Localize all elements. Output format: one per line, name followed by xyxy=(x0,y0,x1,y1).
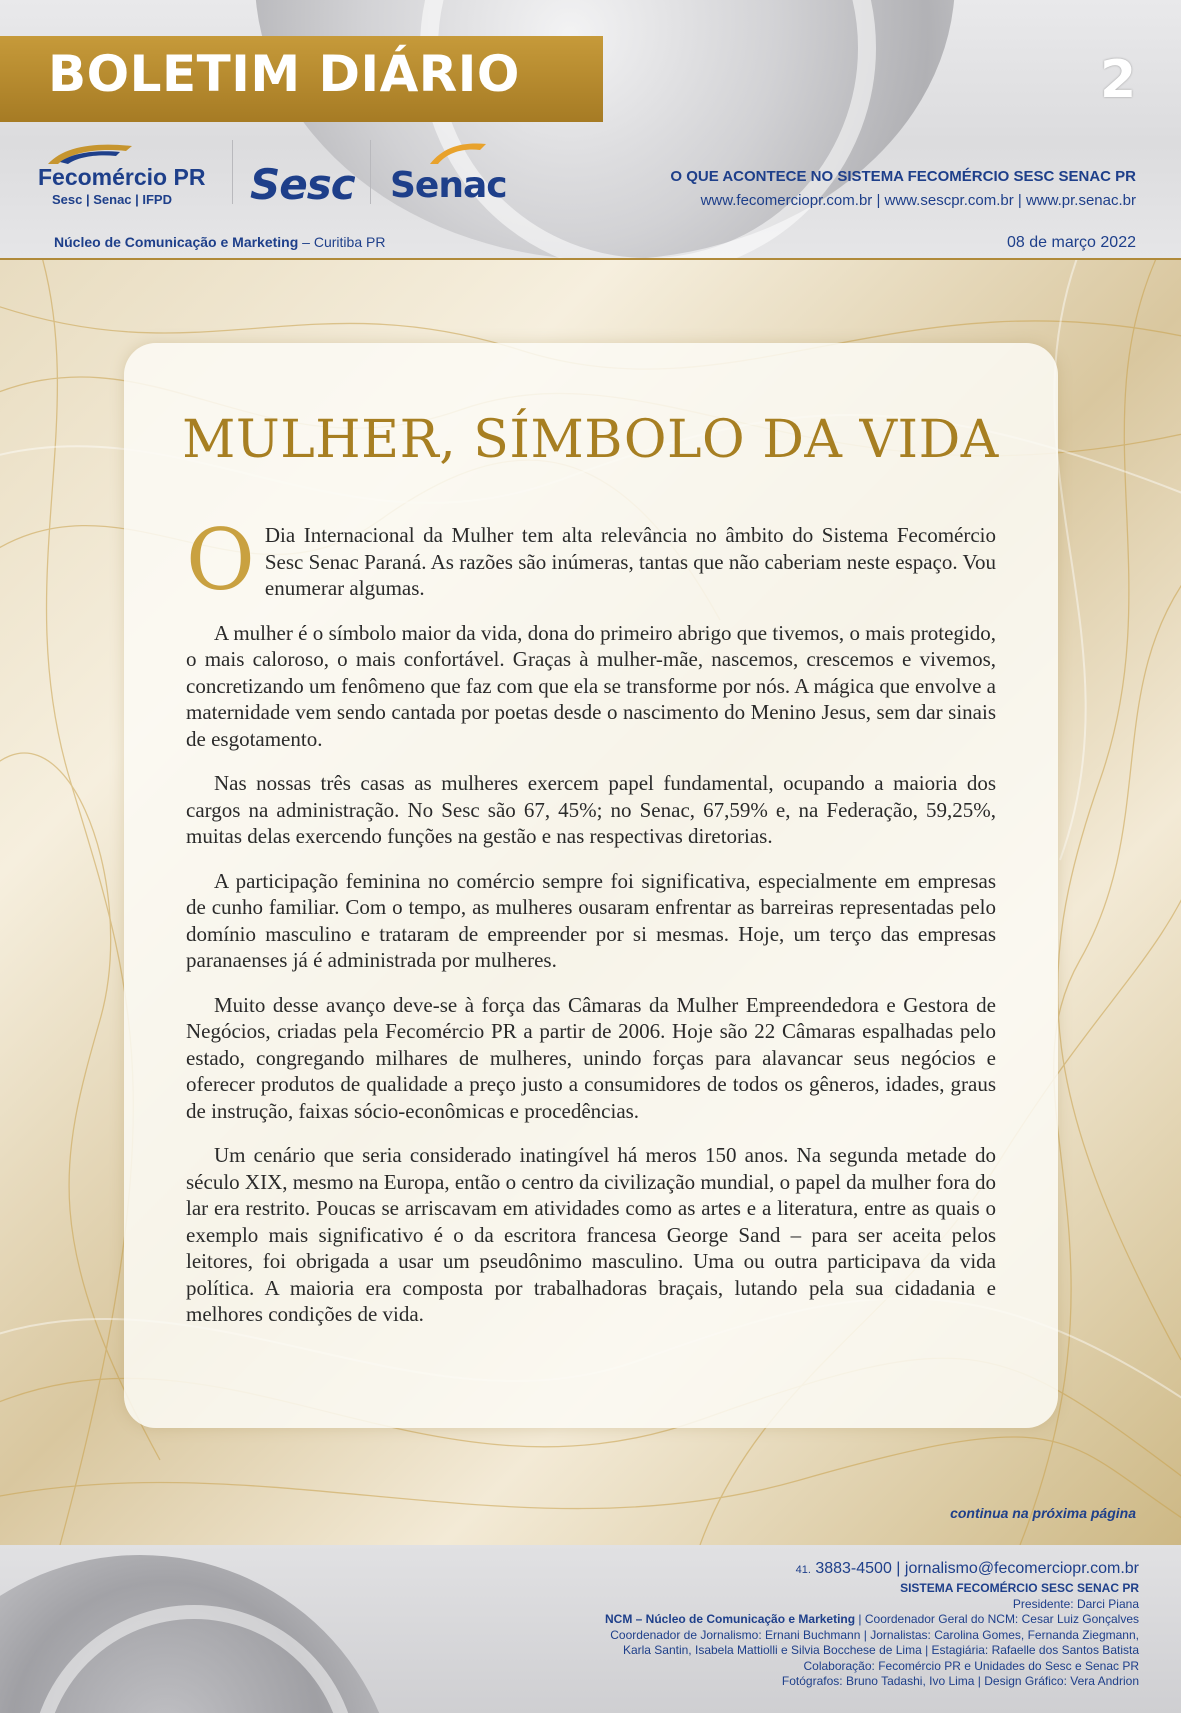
article-paragraph: A mulher é o símbolo maior da vida, dona do primeiro abrigo que tivemos, o mais protegido, o mais caloroso, o mais confortável. Graças à mulher-mãe, nascemos, crescemos e vivemos, concretizando um fenômeno que faz com que ela se transforme por nós. A mágica que envolve a maternidade vem sendo cantada por poetas desde o nascimento do Menino Jesus, sem dar sinais de esgotamento. xyxy=(186,620,996,751)
department-name: Núcleo de Comunicação e Marketing xyxy=(54,234,299,250)
footer-credits xyxy=(605,1558,1139,1690)
fecomercio-wing-icon xyxy=(46,142,134,166)
tagline: O QUE ACONTECE NO SISTEMA FECOMÉRCIO SESC SENAC PR xyxy=(670,168,1136,185)
credits-line: Karla Santin, Isabela Mattiolli e Silvia Bocchese de Lima | Estagiária: Rafaelle dos Santos Batista xyxy=(622,1643,1139,1657)
ncm-line xyxy=(605,1612,1139,1628)
article-paragraph: A participação feminina no comércio sempre foi significativa, especialmente em empresas de cunho familiar. Com o tempo, as mulheres ousaram enfrentar as barreiras representadas pelo domínio masculino e trataram de empreender por si mesmas. Hoje, um terço das empresas paranaenses já é administrada por mulheres. xyxy=(186,868,996,972)
senac-mark-icon xyxy=(428,140,488,166)
article-paragraph: Muito desse avanço deve-se à força das Câmaras da Mulher Empreendedora e Gestora de Negócios, criadas pela Fecomércio PR a partir de 2006. Hoje são 22 Câmaras espalhadas pelo estado, congregando milhares de mulheres, unindo forças para alavancar seus negócios e oferecer produtos de qualidade a preço justo a consumidores de todos os gêneros, idades, graus de instrução, faixas sócio-econômicas e procedências. xyxy=(186,992,996,1123)
credits-line: Coordenador de Jornalismo: Ernani Buchmann | Jornalistas: Carolina Gomes, Fernanda Ziegmann, xyxy=(610,1627,1139,1642)
area-code: 41. xyxy=(795,1564,811,1576)
header xyxy=(0,0,1181,260)
ncm-name: NCM – Núcleo de Comunicação e Marketing xyxy=(605,1612,856,1626)
article-paragraph: Nas nossas três casas as mulheres exercem papel fundamental, ocupando a maioria dos cargos na administração. No Sesc são 67, 45%; no Senac, 67,59% e, na Federação, 59,25%, muitas delas exercendo funções na gestão e nas respectivas diretorias. xyxy=(186,771,996,848)
sesc-logo: Sesc xyxy=(250,160,355,209)
logo-divider xyxy=(232,140,233,204)
system-name: SISTEMA FECOMÉRCIO SESC SENAC PR xyxy=(900,1581,1139,1595)
fecomercio-logo xyxy=(38,142,218,210)
website-links: www.fecomerciopr.com.br | www.sescpr.com.br | www.pr.senac.br xyxy=(700,192,1136,209)
phone-email: 3883-4500 | jornalismo@fecomerciopr.com.br xyxy=(810,1560,1139,1577)
issue-date: 08 de março 2022 xyxy=(1007,234,1136,251)
credits-line: Fotógrafos: Bruno Tadashi, Ivo Lima | Design Gráfico: Vera Andrion xyxy=(781,1674,1139,1688)
logo-divider xyxy=(370,140,371,204)
continue-next-page: continua na próxima página xyxy=(950,1505,1136,1521)
article-paragraph xyxy=(186,511,996,609)
article-body xyxy=(186,511,996,1346)
article-title: MULHER, SÍMBOLO DA VIDA xyxy=(182,410,999,470)
title-banner xyxy=(0,36,603,122)
first-paragraph-text: Dia Internacional da Mulher tem alta relevância no âmbito do Sistema Fecomércio Sesc Senac Paraná. As razões são inúmeras, tantas que não caberiam neste espaço. Vou enumerar algumas. xyxy=(264,523,996,600)
page-number: 2 xyxy=(1100,50,1137,110)
fecomercio-name: Fecomércio PR xyxy=(38,164,206,190)
contact-line xyxy=(605,1558,1139,1581)
president: Presidente: Darci Piana xyxy=(1012,1596,1139,1611)
credits-line: Colaboração: Fecomércio PR e Unidades do Sesc e Senac PR xyxy=(803,1658,1139,1673)
department-location: – Curitiba PR xyxy=(298,234,386,250)
ncm-coordinator: | Coordenador Geral do NCM: Cesar Luiz Gonçalves xyxy=(855,1612,1139,1626)
article-paragraph: Um cenário que seria considerado inatingível há meros 150 anos. Na segunda metade do século XIX, mesmo na Europa, então o centro da civilização mundial, o papel da mulher fora do lar era restrito. Poucas se arriscavam em atividades como as artes e a literatura, entre as quais o exemplo mais significativo é o da escritora francesa George Sand – para ser aceita pelos leitores, foi obrigada a usar um pseudônimo masculino. Uma ou outra participava da vida política. A maioria era composta por trabalhadoras braçais, lutando pela sua cidadania e melhores condições de vida. xyxy=(186,1143,996,1326)
fecomercio-subtitle: Sesc | Senac | IFPD xyxy=(52,192,172,207)
drop-cap: O xyxy=(186,511,255,609)
banner-title: BOLETIM DIÁRIO xyxy=(48,45,520,103)
senac-logo: Senac xyxy=(390,165,507,206)
department-label xyxy=(54,234,385,250)
